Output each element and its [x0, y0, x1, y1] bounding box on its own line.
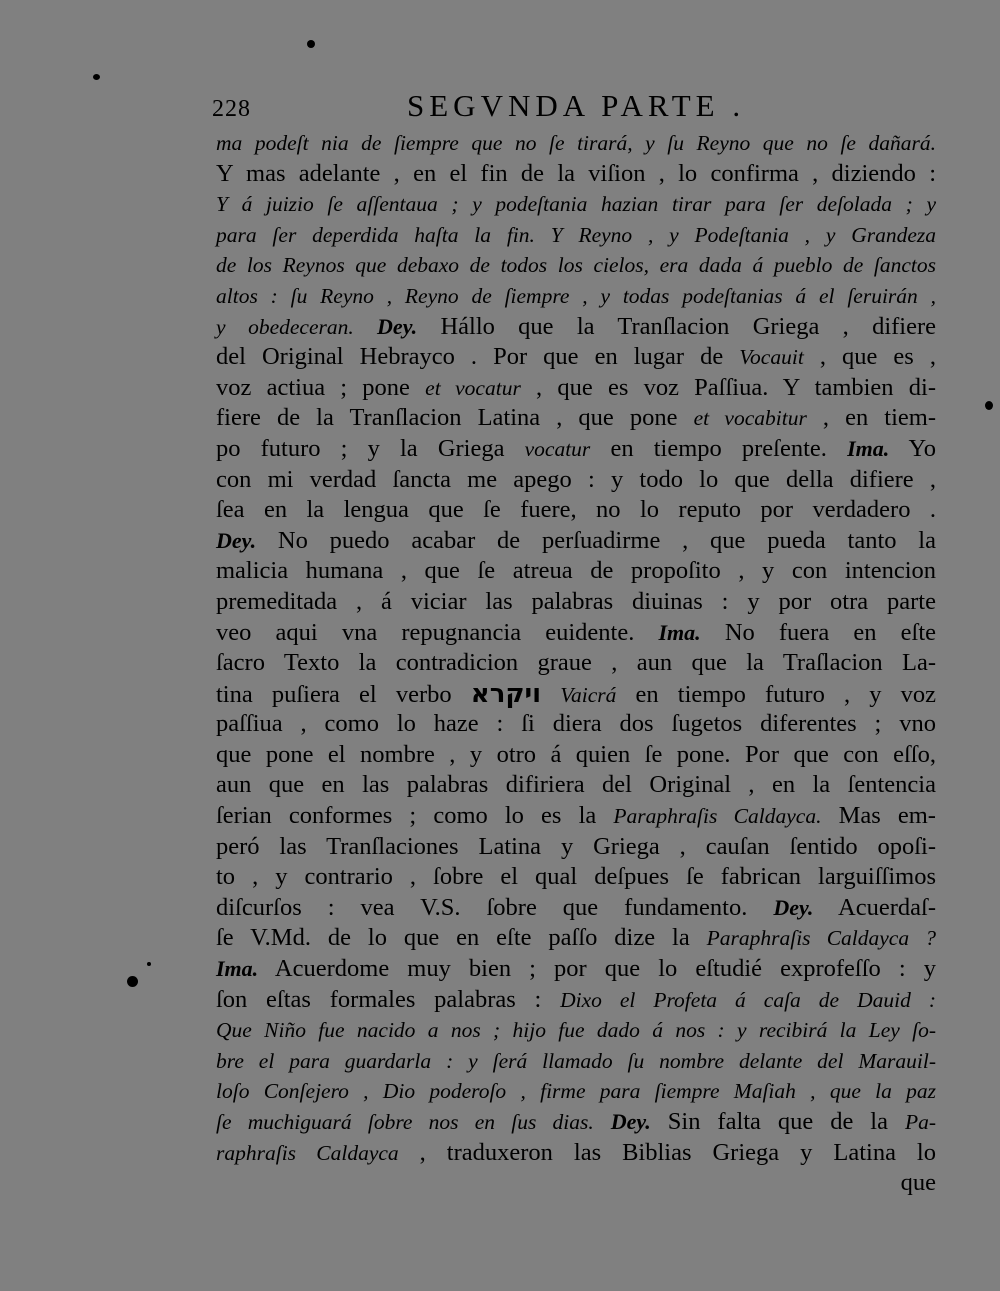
- speaker-label: Dey.: [610, 1109, 651, 1134]
- text-line: [216, 648, 936, 679]
- ink-speck: [147, 962, 151, 966]
- text-line: [216, 220, 936, 251]
- roman-text: Mas em-: [821, 802, 936, 830]
- text-line: [216, 128, 936, 159]
- text-line: [216, 373, 936, 404]
- text-line: [216, 556, 936, 587]
- text-line: [216, 923, 936, 954]
- speaker-label: Ima.: [847, 435, 890, 461]
- text-line: [216, 679, 936, 710]
- roman-text: veo aqui vna repugnancia euidente.: [216, 618, 659, 646]
- roman-text: , que es ,: [803, 343, 936, 371]
- italic-text: de los Reynos que debaxo de todos los cielos, era dada á pueblo de ſanctos: [216, 253, 936, 278]
- italic-text: Vocauit: [739, 345, 804, 370]
- text-line: [216, 159, 936, 190]
- italic-text: ma podeſt nia de ſiempre que no ſe tirará, y ſu Reyno que no ſe dañará.: [216, 131, 936, 155]
- roman-text: en tiempo futuro , y voz: [616, 680, 936, 708]
- text-line: [216, 250, 936, 281]
- roman-text: ſea en la lengua que ſe fuere, no lo reputo por verdadero .: [216, 496, 936, 524]
- roman-text: ſe V.Md. de lo que en eſte paſſo dize la: [216, 924, 707, 952]
- text-line: [216, 893, 936, 924]
- italic-text: et vocatur: [425, 375, 521, 400]
- ink-speck: [985, 401, 993, 410]
- roman-text: Yo: [889, 434, 936, 462]
- roman-text: , en tiem-: [806, 404, 936, 432]
- text-line: [216, 985, 936, 1016]
- text-line: [216, 281, 936, 312]
- text-line: [216, 1107, 936, 1138]
- ink-speck: [307, 40, 315, 48]
- text-line: [216, 465, 936, 496]
- roman-text: No puedo acabar de perſuadirme , que pueda tanto la: [256, 526, 936, 554]
- roman-text: ſon eſtas formales palabras :: [216, 985, 561, 1013]
- italic-text: y obedeceran.: [216, 314, 354, 339]
- body-text: [216, 128, 936, 1199]
- text-line: [216, 587, 936, 618]
- text-line: [216, 342, 936, 373]
- page-header: [212, 88, 772, 124]
- speaker-label: Dey.: [377, 313, 418, 339]
- roman-text: po futuro ; y la Griega: [216, 434, 525, 462]
- text-line: [216, 189, 936, 220]
- roman-text: Acuerdaſ-: [813, 893, 937, 921]
- italic-text: ſe muchiguará ſobre nos en ſus dias.: [216, 1110, 594, 1134]
- roman-text: ſerian conformes ; como lo es la: [216, 802, 614, 830]
- roman-text: ſacro Texto la contradicion graue , aun que la Traſlacion La-: [216, 649, 936, 677]
- speaker-label: Ima.: [658, 619, 701, 645]
- roman-text: paſſiua , como lo haze : ſi diera dos ſugetos diferentes ; vno: [216, 710, 936, 738]
- italic-text: altos : ſu Reyno , Reyno de ſiempre , y todas podeſtanias á el ſeruirán ,: [216, 283, 936, 308]
- text-line: [216, 312, 936, 343]
- text-line: [216, 862, 936, 893]
- text-line: [216, 801, 936, 832]
- roman-text: peró las Tranſlaciones Latina y Griega , cauſan ſentido opoſi-: [216, 832, 936, 860]
- italic-text: Pa-: [904, 1110, 936, 1134]
- roman-text: con mi verdad ſancta me apego : y todo lo que della difiere ,: [216, 465, 936, 493]
- italic-text: loſo Conſejero , Dio poderoſo , firme para ſiempre Maſiah , que la paz: [216, 1079, 936, 1104]
- italic-text: para ſer deperdida haſta la fin. Y Reyno , y Podeſtania , y Grandeza: [216, 222, 936, 247]
- roman-text: malicia humana , que ſe atreua de propoſito , y con intencion: [216, 557, 936, 585]
- roman-text: fiere de la Tranſlacion Latina , que pone: [216, 404, 694, 432]
- roman-text: en tiempo preſente.: [590, 434, 848, 462]
- text-line: [216, 526, 936, 557]
- hebrew-word: ויקרא: [470, 678, 542, 709]
- running-title: SEGVNDA PARTE .: [407, 88, 746, 123]
- roman-text: No fuera en eſte: [700, 618, 936, 646]
- roman-text: [594, 1108, 611, 1135]
- italic-text: Vaicrá: [560, 682, 617, 707]
- italic-text: Paraphraſis Caldayca ?: [706, 926, 936, 951]
- roman-text: aun que en las palabras difiriera del Original , en la ſentencia: [216, 771, 936, 799]
- text-line: [216, 434, 936, 465]
- italic-text: Dixo el Profeta á caſa de Dauid :: [560, 987, 936, 1012]
- text-line: [216, 495, 936, 526]
- roman-text: diſcurſos : vea V.S. ſobre que fundamento.: [216, 893, 774, 921]
- italic-text: Y á juizio ſe aſſentaua ; y podeſtania hazian tirar para ſer deſolada ; y: [216, 192, 936, 217]
- roman-text: tina puſiera el verbo: [216, 680, 471, 708]
- roman-text: to , y contrario , ſobre el qual deſpues ſe fabrican larguiſſimos: [216, 863, 936, 891]
- text-line: [216, 709, 936, 740]
- roman-text: Acuerdome muy bien ; por que lo eſtudié exprofeſſo : y: [258, 955, 936, 983]
- italic-text: vocatur: [524, 436, 591, 461]
- ink-speck: [93, 74, 100, 80]
- text-line: [216, 1076, 936, 1107]
- text-line: [216, 1046, 936, 1077]
- roman-text: Sin falta que de la: [650, 1108, 905, 1135]
- roman-text: , que es voz Paſſiua. Y tambien di-: [520, 373, 936, 401]
- roman-text: voz actiua ; pone: [216, 373, 426, 401]
- roman-text: premeditada , á viciar las palabras diuinas : y por otra parte: [216, 587, 936, 615]
- text-line: [216, 618, 936, 649]
- italic-text: bre el para guardarla : y ſerá llamado ſu nombre delante del Marauil-: [216, 1048, 936, 1073]
- speaker-label: Dey.: [773, 894, 814, 920]
- ink-speck: [127, 976, 138, 987]
- roman-text: del Original Hebrayco . Por que en lugar de: [216, 343, 740, 371]
- roman-text: que pone el nombre , y otro á quien ſe pone. Por que con eſſo,: [216, 740, 936, 768]
- text-line: [216, 1138, 936, 1169]
- text-line: [216, 1015, 936, 1046]
- text-line: [216, 832, 936, 863]
- text-line: [216, 740, 936, 771]
- text-line: [216, 403, 936, 434]
- italic-text: Que Niño fue nacido a nos ; hijo fue dado á nos : y recibirá la Ley ſo-: [216, 1018, 936, 1043]
- page-number: 228: [212, 96, 251, 122]
- catchword: [216, 1168, 936, 1199]
- italic-text: Paraphraſis Caldayca.: [613, 804, 822, 829]
- roman-text: Hállo que la Tranſlacion Griega , difiere: [417, 312, 936, 340]
- text-line: [216, 954, 936, 985]
- roman-text: que: [900, 1169, 936, 1197]
- speaker-label: Dey.: [216, 527, 257, 553]
- roman-text: [541, 681, 560, 708]
- italic-text: et vocabitur: [693, 406, 807, 431]
- roman-text: Y mas adelante , en el fin de la viſion , lo confirma , diziendo :: [216, 159, 936, 187]
- italic-text: raphraſis Caldayca: [216, 1140, 399, 1165]
- speaker-label: Ima.: [216, 956, 259, 982]
- roman-text: [354, 313, 377, 340]
- text-line: [216, 770, 936, 801]
- roman-text: , traduxeron las Biblias Griega y Latina lo: [398, 1138, 936, 1166]
